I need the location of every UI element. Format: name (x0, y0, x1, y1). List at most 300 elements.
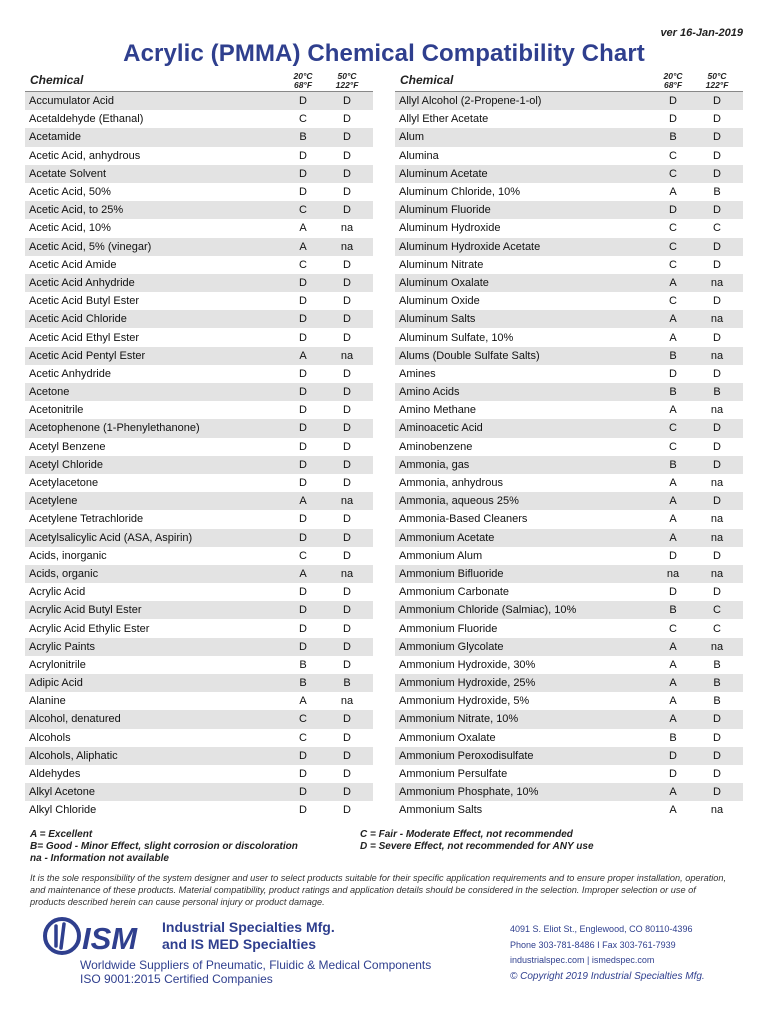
rating-50c: na (340, 240, 354, 253)
rating-20c: A (669, 404, 677, 417)
table-row (395, 201, 743, 219)
rating-20c: D (299, 804, 307, 817)
chemical-name: Ammonium Phosphate, 10% (399, 786, 539, 799)
table-row (395, 92, 743, 110)
rating-50c: D (343, 586, 351, 599)
chemical-name: Acetylacetone (29, 477, 99, 490)
table-row (25, 492, 373, 510)
rating-20c: A (669, 331, 677, 344)
rating-20c: D (299, 531, 307, 544)
chemical-name: Acetylene Tetrachloride (29, 513, 144, 526)
chemical-name: Ammonium Hydroxide, 5% (399, 695, 530, 708)
company-name-line1: Industrial Specialties Mfg. (162, 919, 335, 935)
chemical-name: Acetic Anhydride (29, 367, 111, 380)
rating-50c: D (343, 167, 351, 180)
chemical-name: Alcohol, denatured (29, 713, 121, 726)
rating-50c: D (343, 513, 351, 526)
rating-50c: D (343, 422, 351, 435)
table-row (25, 510, 373, 528)
rating-20c: D (299, 422, 307, 435)
rating-20c: C (669, 422, 677, 435)
chemical-name: Amines (399, 367, 436, 380)
table-row (25, 256, 373, 274)
table-row (25, 219, 373, 237)
rating-20c: C (299, 731, 307, 744)
table-row (25, 238, 373, 256)
rating-50c: D (713, 149, 721, 162)
rating-50c: D (713, 295, 721, 308)
rating-20c: B (669, 131, 677, 144)
chemical-name: Aminobenzene (399, 440, 473, 453)
rating-20c: D (299, 458, 307, 471)
rating-20c: D (299, 513, 307, 526)
rating-20c: D (299, 167, 307, 180)
table-row (395, 674, 743, 692)
chemical-name: Ammonium Chloride (Salmiac), 10% (399, 604, 577, 617)
table-row (395, 419, 743, 437)
rating-20c: B (299, 131, 307, 144)
rating-50c: B (713, 695, 721, 708)
rating-20c: A (299, 349, 307, 362)
rating-20c: A (299, 695, 307, 708)
table-row (25, 183, 373, 201)
rating-20c: C (299, 713, 307, 726)
chemical-name: Allyl Ether Acetate (399, 113, 489, 126)
table-row (395, 474, 743, 492)
table-row (395, 729, 743, 747)
rating-50c: D (713, 204, 721, 217)
chemical-name: Acetic Acid, 50% (29, 186, 111, 199)
chemical-name: Acrylic Acid Ethylic Ester (29, 622, 150, 635)
table-row (395, 365, 743, 383)
rating-20c: D (299, 276, 307, 289)
rating-20c: D (299, 295, 307, 308)
table-row (395, 747, 743, 765)
rating-50c: D (343, 458, 351, 471)
table-row (25, 92, 373, 110)
rating-20c: D (299, 604, 307, 617)
rating-20c: D (669, 113, 677, 126)
temp-50-header: 50°C 122°F (705, 71, 729, 90)
rating-20c: A (669, 658, 677, 671)
table-row (25, 710, 373, 728)
tagline-line2: ISO 9001:2015 Certified Companies (80, 972, 273, 986)
chemical-name: Aluminum Chloride, 10% (399, 186, 521, 199)
chemical-name: Acetyl Benzene (29, 440, 106, 453)
rating-20c: C (299, 549, 307, 562)
chemical-name: Acetic Acid Pentyl Ester (29, 349, 146, 362)
compatibility-table-right (395, 70, 743, 820)
chemical-name: Ammonium Acetate (399, 531, 495, 544)
rating-20c: A (669, 477, 677, 490)
rating-50c: D (343, 531, 351, 544)
rating-50c: D (343, 604, 351, 617)
rating-50c: D (713, 495, 721, 508)
chemical-name: Ammonium Glycolate (399, 640, 504, 653)
chemical-name: Ammonium Fluoride (399, 622, 498, 635)
page-title: Acrylic (PMMA) Chemical Compatibility Chart (123, 40, 645, 67)
chemical-name: Alum (399, 131, 425, 144)
table-row (25, 128, 373, 146)
chemical-name: Allyl Alcohol (2-Propene-1-ol) (399, 95, 542, 108)
chemical-name: Acrylic Acid (29, 586, 86, 599)
table-row (25, 638, 373, 656)
rating-20c: D (669, 768, 677, 781)
legend-c: C = Fair - Moderate Effect, not recommended (360, 829, 573, 840)
rating-50c: D (343, 367, 351, 380)
rating-20c: A (299, 567, 307, 580)
rating-50c: D (713, 458, 721, 471)
table-row (25, 383, 373, 401)
rating-50c: D (343, 477, 351, 490)
table-row (25, 292, 373, 310)
table-row (395, 801, 743, 819)
chemical-name: Acrylic Acid Butyl Ester (29, 604, 142, 617)
table-row (25, 419, 373, 437)
rating-20c: C (669, 222, 677, 235)
rating-50c: na (340, 695, 354, 708)
rating-50c: D (713, 768, 721, 781)
contact-web[interactable]: industrialspec.com | ismedspec.com (510, 955, 655, 965)
rating-50c: na (710, 567, 724, 580)
rating-20c: C (669, 167, 677, 180)
rating-50c: B (343, 677, 351, 690)
rating-50c: D (713, 258, 721, 271)
table-row (25, 729, 373, 747)
chemical-name: Acetonitrile (29, 404, 84, 417)
rating-50c: na (340, 349, 354, 362)
table-row (395, 583, 743, 601)
rating-50c: D (713, 113, 721, 126)
chemical-name: Aluminum Salts (399, 313, 476, 326)
chemical-name: Ammonium Nitrate, 10% (399, 713, 519, 726)
table-row (395, 547, 743, 565)
rating-20c: A (669, 513, 677, 526)
table-body (25, 92, 373, 820)
table-row (25, 401, 373, 419)
table-row (25, 347, 373, 365)
table-row (25, 310, 373, 328)
chemical-name: Ammonia, gas (399, 458, 470, 471)
table-row (395, 110, 743, 128)
company-tagline (80, 958, 431, 986)
table-row (25, 201, 373, 219)
chemical-name: Acetic Acid Anhydride (29, 276, 135, 289)
rating-20c: D (299, 640, 307, 653)
rating-20c: C (299, 113, 307, 126)
rating-20c: C (669, 149, 677, 162)
rating-50c: D (343, 258, 351, 271)
rating-50c: na (710, 804, 724, 817)
chemical-name: Acrylic Paints (29, 640, 96, 653)
rating-50c: D (343, 731, 351, 744)
chemical-name: Aluminum Hydroxide Acetate (399, 240, 541, 253)
table-row (25, 456, 373, 474)
rating-20c: A (669, 531, 677, 544)
rating-20c: B (669, 386, 677, 399)
rating-50c: na (710, 349, 724, 362)
chemical-name: Acetophenone (1-Phenylethanone) (29, 422, 200, 435)
chemical-name: Amino Methane (399, 404, 477, 417)
rating-50c: D (343, 386, 351, 399)
rating-50c: D (343, 186, 351, 199)
table-row (395, 565, 743, 583)
table-row (395, 529, 743, 547)
chemical-name: Acetic Acid, anhydrous (29, 149, 141, 162)
rating-50c: na (710, 531, 724, 544)
contact-address: 4091 S. Eliot St., Englewood, CO 80110-4396 (510, 924, 693, 934)
legend-na: na - Information not available (30, 853, 169, 864)
table-row (25, 601, 373, 619)
temp-20-header: 20°C 68°F (293, 71, 313, 90)
chemical-name: Acetic Acid Amide (29, 258, 117, 271)
disclaimer-text: It is the sole responsibility of the system designer and user to select products suitable for their specific application requirements and to ensure proper installation, operation, and maintenance of these products. Material compatibility, product ratings and application details should be considered in the selection. Improper selection or use of products described herein can cause personal injury or product damage. (30, 873, 727, 907)
rating-20c: D (299, 313, 307, 326)
ism-swirl-logo-icon (40, 912, 160, 960)
rating-50c: D (713, 131, 721, 144)
rating-50c: na (710, 513, 724, 526)
rating-50c: D (343, 295, 351, 308)
table-row (25, 656, 373, 674)
rating-20c: D (299, 331, 307, 344)
rating-50c: D (343, 95, 351, 108)
rating-50c: na (340, 222, 354, 235)
table-row (395, 128, 743, 146)
rating-50c: C (713, 222, 721, 235)
table-row (395, 256, 743, 274)
chemical-name: Ammonium Oxalate (399, 731, 496, 744)
legend-b: B= Good - Minor Effect, slight corrosion or discoloration (30, 841, 298, 852)
chemical-name: Acetyl Chloride (29, 458, 103, 471)
rating-50c: D (713, 95, 721, 108)
chemical-name: Aluminum Fluoride (399, 204, 491, 217)
table-body (395, 92, 743, 820)
chemical-name: Alkyl Chloride (29, 804, 97, 817)
rating-20c: D (299, 622, 307, 635)
rating-20c: D (299, 386, 307, 399)
rating-50c: D (713, 167, 721, 180)
table-row (395, 692, 743, 710)
table-row (25, 692, 373, 710)
table-row (395, 783, 743, 801)
table-row (25, 765, 373, 783)
chemical-name: Aluminum Acetate (399, 167, 488, 180)
rating-50c: D (713, 713, 721, 726)
table-header (395, 70, 743, 92)
table-row (25, 365, 373, 383)
table-row (395, 456, 743, 474)
chemical-name: Acetone (29, 386, 70, 399)
rating-20c: D (299, 786, 307, 799)
rating-50c: D (343, 749, 351, 762)
rating-50c: D (713, 240, 721, 253)
table-row (395, 219, 743, 237)
table-row (25, 547, 373, 565)
company-name-line2: and IS MED Specialties (162, 936, 317, 952)
chemical-name: Ammonium Hydroxide, 30% (399, 658, 536, 671)
chemical-name: Acetylsalicylic Acid (ASA, Aspirin) (29, 531, 193, 544)
rating-20c: A (669, 186, 677, 199)
chemical-name: Acids, inorganic (29, 549, 107, 562)
chemical-name: Aluminum Oxide (399, 295, 480, 308)
rating-50c: B (713, 658, 721, 671)
logo-text: ISM (82, 921, 138, 956)
table-row (395, 438, 743, 456)
rating-50c: na (710, 313, 724, 326)
rating-50c: D (713, 749, 721, 762)
rating-20c: D (299, 95, 307, 108)
rating-50c: D (343, 549, 351, 562)
rating-20c: B (299, 658, 307, 671)
chemical-name: Accumulator Acid (29, 95, 114, 108)
table-row (395, 710, 743, 728)
chemical-name: Ammonium Peroxodisulfate (399, 749, 534, 762)
chemical-name: Aminoacetic Acid (399, 422, 483, 435)
chemical-name: Amino Acids (399, 386, 460, 399)
table-row (395, 383, 743, 401)
rating-50c: D (343, 658, 351, 671)
rating-20c: D (299, 586, 307, 599)
chemical-name: Acetic Acid Ethyl Ester (29, 331, 140, 344)
rating-20c: A (299, 222, 307, 235)
chemical-name: Aluminum Oxalate (399, 276, 489, 289)
rating-50c: D (713, 586, 721, 599)
table-row (395, 492, 743, 510)
rating-20c: D (669, 586, 677, 599)
chemical-name: Alcohols, Aliphatic (29, 749, 118, 762)
chemical-name: Ammonium Hydroxide, 25% (399, 677, 536, 690)
table-row (395, 765, 743, 783)
table-row (25, 801, 373, 819)
chemical-name: Ammonia, aqueous 25% (399, 495, 519, 508)
chemical-name: Acetic Acid, 5% (vinegar) (29, 240, 152, 253)
rating-20c: D (299, 749, 307, 762)
table-row (25, 474, 373, 492)
chemical-header: Chemical (30, 73, 84, 87)
chemical-header: Chemical (400, 73, 454, 87)
chemical-name: Acetic Acid, 10% (29, 222, 111, 235)
table-row (395, 656, 743, 674)
table-row (25, 583, 373, 601)
rating-20c: A (669, 313, 677, 326)
rating-20c: D (299, 186, 307, 199)
chemical-name: Alkyl Acetone (29, 786, 96, 799)
chemical-name: Alums (Double Sulfate Salts) (399, 349, 540, 362)
table-row (25, 328, 373, 346)
rating-20c: A (299, 240, 307, 253)
temp-20-header: 20°C 68°F (663, 71, 683, 90)
rating-50c: na (710, 404, 724, 417)
rating-20c: C (299, 204, 307, 217)
chemical-name: Acetate Solvent (29, 167, 107, 180)
rating-20c: C (669, 258, 677, 271)
rating-50c: D (713, 422, 721, 435)
rating-20c: B (669, 349, 677, 362)
rating-50c: D (343, 786, 351, 799)
rating-50c: D (713, 549, 721, 562)
rating-20c: A (669, 495, 677, 508)
rating-50c: D (343, 276, 351, 289)
table-row (395, 238, 743, 256)
rating-50c: D (343, 313, 351, 326)
chemical-name: Aldehydes (29, 768, 81, 781)
rating-50c: na (340, 495, 354, 508)
rating-20c: B (669, 731, 677, 744)
chemical-name: Ammonium Carbonate (399, 586, 510, 599)
rating-20c: A (669, 677, 677, 690)
rating-20c: A (669, 640, 677, 653)
rating-20c: A (299, 495, 307, 508)
rating-50c: na (340, 567, 354, 580)
chemical-name: Ammonium Persulfate (399, 768, 508, 781)
rating-20c: D (299, 768, 307, 781)
table-row (25, 565, 373, 583)
rating-20c: D (299, 367, 307, 380)
table-row (395, 638, 743, 656)
rating-20c: C (669, 622, 677, 635)
table-row (395, 510, 743, 528)
table-row (395, 619, 743, 637)
rating-50c: D (343, 404, 351, 417)
rating-20c: C (669, 295, 677, 308)
rating-20c: D (299, 404, 307, 417)
table-row (395, 347, 743, 365)
chemical-name: Aluminum Hydroxide (399, 222, 501, 235)
rating-20c: A (669, 276, 677, 289)
rating-20c: D (669, 367, 677, 380)
chemical-name: Acrylonitrile (29, 658, 86, 671)
rating-50c: D (713, 367, 721, 380)
rating-50c: D (713, 440, 721, 453)
table-row (25, 274, 373, 292)
chemical-name: Acetamide (29, 131, 81, 144)
rating-50c: D (343, 804, 351, 817)
table-row (25, 619, 373, 637)
chemical-name: Acetylene (29, 495, 78, 508)
chemical-name: Ammonia-Based Cleaners (399, 513, 528, 526)
legend-right (360, 829, 594, 853)
rating-50c: D (343, 113, 351, 126)
chemical-name: Ammonium Salts (399, 804, 483, 817)
rating-50c: D (713, 331, 721, 344)
chemical-name: Alumina (399, 149, 439, 162)
rating-50c: B (713, 677, 721, 690)
rating-50c: D (713, 786, 721, 799)
chemical-name: Aluminum Nitrate (399, 258, 484, 271)
rating-20c: C (669, 440, 677, 453)
rating-20c: A (669, 695, 677, 708)
chemical-name: Ammonia, anhydrous (399, 477, 503, 490)
rating-20c: A (669, 786, 677, 799)
rating-20c: D (299, 477, 307, 490)
table-row (395, 601, 743, 619)
chemical-name: Alanine (29, 695, 66, 708)
table-row (25, 438, 373, 456)
compatibility-table-left (25, 70, 373, 820)
table-row (395, 147, 743, 165)
rating-50c: na (710, 276, 724, 289)
legend-d: D = Severe Effect, not recommended for ANY use (360, 841, 594, 852)
chemical-name: Adipic Acid (29, 677, 83, 690)
rating-20c: D (669, 549, 677, 562)
rating-50c: B (713, 186, 721, 199)
chemical-name: Acetaldehyde (Ethanal) (29, 113, 144, 126)
rating-20c: na (666, 567, 680, 580)
rating-20c: D (669, 204, 677, 217)
table-row (25, 747, 373, 765)
rating-20c: C (669, 240, 677, 253)
legend-a: A = Excellent (30, 829, 93, 840)
